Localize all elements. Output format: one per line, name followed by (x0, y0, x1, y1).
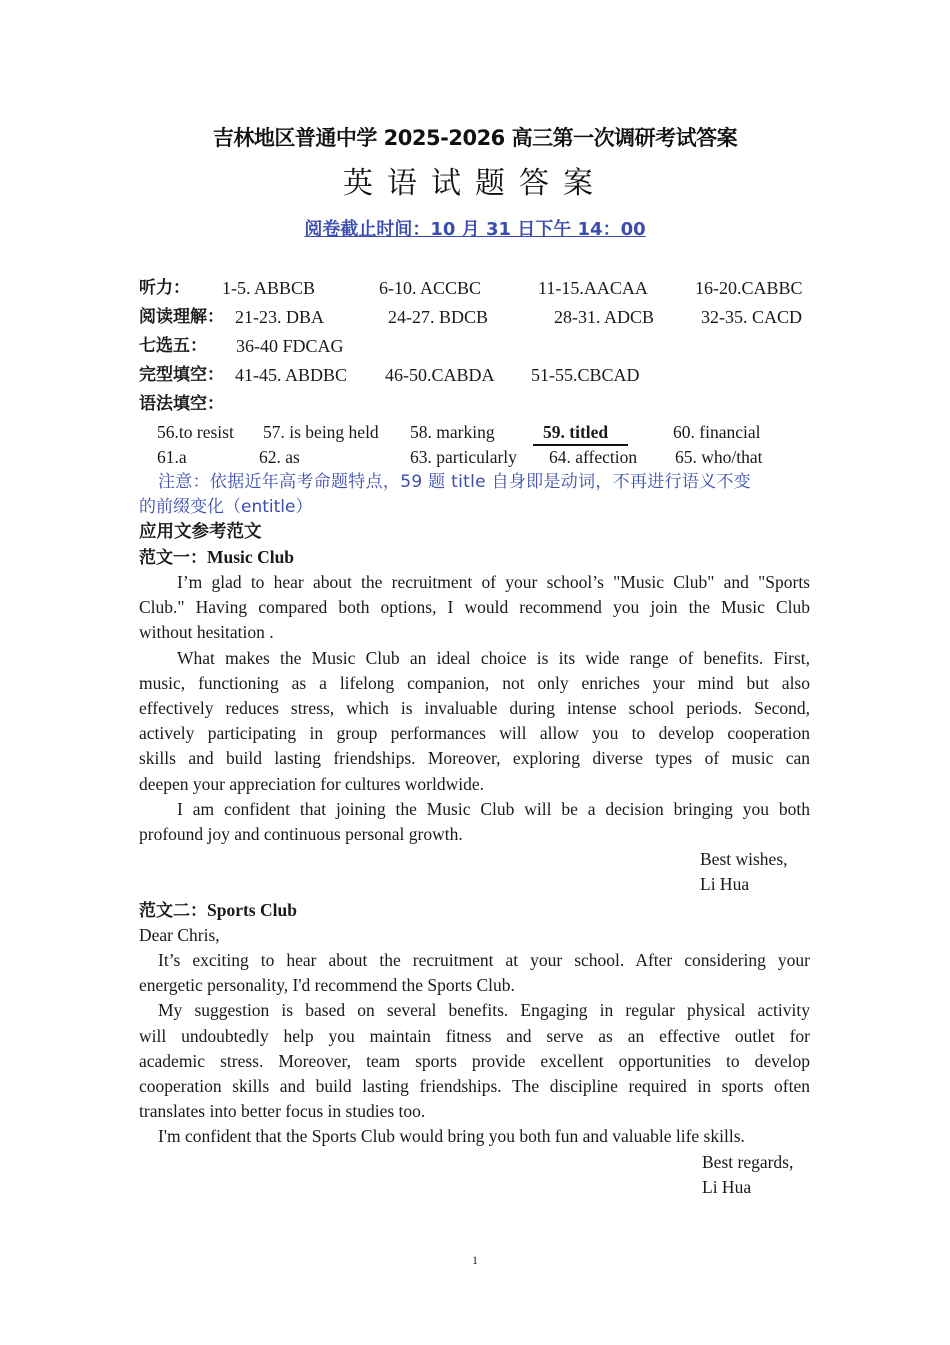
essay-line: Club." Having compared both options, I would recommend you join the Music Club (139, 597, 810, 618)
essay-line: actively participating in group performances will allow you to develop cooperation (139, 723, 810, 744)
essay-line: without hesitation . (139, 622, 274, 643)
essay1-signature: Li Hua (700, 874, 750, 894)
essay-line: will undoubtedly help you maintain fitness and serve as an effective outlet for (139, 1025, 810, 1046)
essay1-closing: Best wishes, (700, 849, 788, 869)
essay2-greeting: Dear Chris, (139, 925, 220, 945)
essay1-heading: 范文一：Music Club (139, 547, 295, 568)
essay-line: It’s exciting to hear about the recruitment at your school. After considering your (158, 950, 810, 970)
essay-line: My suggestion is based on several benefits. Engaging in regular physical activity (158, 1000, 810, 1021)
essay-line: I'm confident that the Sports Club would bring you both fun and valuable life skills. (158, 1126, 745, 1147)
essay-line: effectively reduces stress, which is invaluable during intense school periods. Second, (139, 698, 810, 718)
essay-line: cooperation skills and build lasting friendships. The discipline required in sports often (139, 1076, 810, 1096)
page-number: 1 (472, 1253, 478, 1267)
essay-line: translates into better focus in studies too. (139, 1101, 426, 1122)
essay-line: What makes the Music Club an ideal choice is its wide range of benefits. First, (177, 647, 810, 668)
essay-line: profound joy and continuous personal growth. (139, 824, 463, 844)
essay-line: I’m glad to hear about the recruitment of your school’s "Music Club" and "Sports (177, 572, 810, 592)
essay-line: I am confident that joining the Music Club will be a decision bringing you both (177, 798, 810, 819)
document-title: 吉林地区普通中学 2025-2026 高三第一次调研考试答案 (212, 126, 738, 150)
note-line-1: 注意：依据近年高考命题特点，59 题 title 自身即是动词，不再进行语义不变 (158, 472, 752, 492)
essay-line: skills and build lasting friendships. Moreover, exploring diverse types of music can (139, 748, 810, 769)
essay2-heading: 范文二：Sports Club (139, 900, 297, 921)
essay-line: energetic personality, I'd recommend the Sports Club. (139, 975, 515, 996)
essay-line: academic stress. Moreover, team sports provide excellent opportunities to develop (139, 1050, 810, 1071)
essay2-closing: Best regards, (702, 1152, 794, 1172)
grading-deadline: 阅卷截止时间：10 月 31 日下午 14：00 (304, 219, 646, 240)
essay2-signature: Li Hua (702, 1177, 752, 1197)
essay-line: deepen your appreciation for cultures worldwide. (139, 773, 485, 794)
writing-heading: 应用文参考范文 (139, 522, 262, 542)
document-subtitle: 英语试题答案 (343, 166, 607, 201)
highlighted-answer-59: 59. titled (533, 420, 628, 446)
note-line-2: 的前缀变化（entitle） (139, 497, 313, 517)
essay-line: music, functioning as a lifelong companion, not only enriches your mind but also (139, 672, 810, 693)
